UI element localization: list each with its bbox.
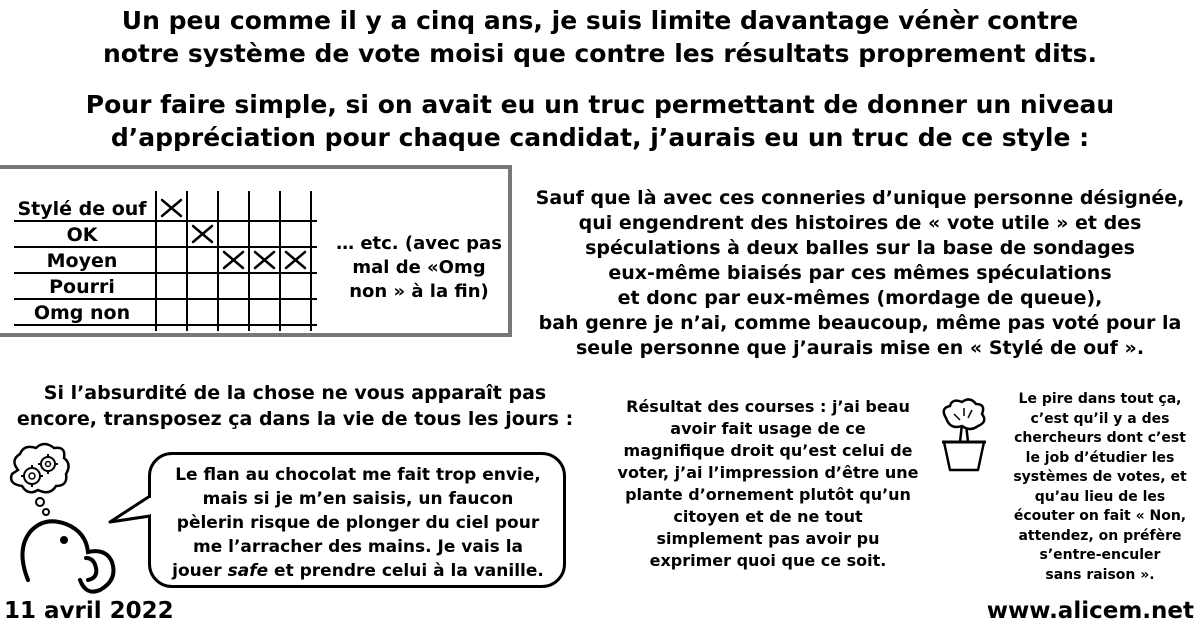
paragraph-line: et donc par eux-mêmes (mordage de queue), — [617, 287, 1103, 309]
paragraph-line: voter, j’ai l’impression d’être une — [617, 463, 919, 482]
explanation-heading-line: Pour faire simple, si on avait eu un truc permettant de donner un niveau — [85, 90, 1115, 119]
paragraph-line: chercheurs dont c’est — [1014, 430, 1186, 446]
ballot-note — [330, 232, 508, 304]
ballot-row-label: Pourri — [49, 276, 115, 298]
ballot-note-line: mal de «Omg — [352, 257, 486, 278]
ballot-mark-x — [255, 252, 274, 268]
paragraph-line: attendez, on préfère — [1018, 527, 1182, 544]
paragraph-line: s’entre-enculer — [1039, 547, 1161, 563]
paragraph-line: qui engendrent des histoires de « vote utile » et des — [578, 212, 1142, 234]
researchers-note — [1003, 390, 1197, 585]
ballot-mark-x — [224, 252, 243, 268]
speech-bubble-text — [163, 463, 553, 583]
paragraph-line: plante d’ornement plutôt qu’un — [625, 485, 911, 504]
intro-heading-line: notre système de vote moisi que contre les résultats proprement dits. — [102, 39, 1098, 68]
ballot-row-label: Omg non — [33, 302, 131, 324]
paragraph-line: Résultat des courses : j’ai beau — [626, 397, 910, 416]
speech-line: Le flan au chocolat me fait trop envie, — [175, 465, 541, 485]
ballot-note-line: … etc. (avec pas — [336, 233, 502, 254]
intro-heading-line: Un peu comme il y a cinq ans, je suis limite davantage vénèr contre — [121, 6, 1079, 35]
absurdity-intro-line: encore, transposez ça dans la vie de tous les jours : — [16, 408, 574, 430]
paragraph-line: le job d’étudier les — [1025, 449, 1175, 466]
absurdity-intro-line: Si l’absurdité de la chose ne vous apparaît pas — [43, 382, 547, 404]
paragraph-line: systèmes de votes, et — [1013, 469, 1187, 485]
website-link[interactable]: www.alicem.net — [986, 598, 1194, 624]
paragraph-line: seule personne que j’aurais mise en « Stylé de ouf ». — [575, 337, 1145, 359]
ballot-row-label: Moyen — [46, 250, 118, 272]
intro-heading — [0, 4, 1200, 70]
speech-line-part: jouer — [172, 561, 228, 581]
speech-line: mais si je m’en saisis, un faucon — [202, 489, 514, 509]
speech-line-part: et prendre celui à la vanille. — [268, 561, 544, 581]
paragraph-line: sans raison ». — [1045, 566, 1155, 583]
explanation-heading-line: d’appréciation pour chaque candidat, j’aurais eu un truc de ce style : — [110, 123, 1090, 152]
ballot-mark-x — [193, 226, 212, 242]
paragraph-line: magnifique droit qu’est celui de — [623, 441, 913, 460]
ballot-row-label: OK — [66, 224, 98, 246]
paragraph-line: citoyen et de ne tout — [673, 507, 863, 526]
ballot-mark-x — [286, 252, 305, 268]
paragraph-line: écouter on fait « Non, — [1013, 508, 1187, 524]
paragraph-line: Sauf que là avec ces conneries d’unique personne désignée, — [535, 187, 1185, 209]
paragraph-line: avoir fait usage de ce — [670, 419, 866, 438]
explanation-heading — [0, 88, 1200, 154]
paragraph-line: spéculations à deux balles sur la base de sondages — [585, 237, 1135, 259]
paragraph-line: simplement pas avoir pu — [656, 529, 880, 548]
paragraph-line: eux-même biaisés par ces mêmes spéculations — [608, 262, 1112, 284]
speech-line: me l’arracher des mains. Je vais la — [192, 537, 523, 557]
ballot-note-line: non » à la fin) — [349, 281, 489, 302]
paragraph-line: Le pire dans tout ça, — [1018, 391, 1182, 407]
potted-plant-icon — [936, 396, 996, 476]
paragraph-line: qu’au lieu de les — [1034, 488, 1166, 505]
ballot-mark-x — [162, 200, 181, 216]
publication-date: 11 avril 2022 — [4, 598, 174, 624]
absurdity-intro — [15, 380, 575, 432]
speech-line — [163, 559, 553, 583]
paragraph-line: bah genre je n’ai, comme beaucoup, même pas voté pour la — [538, 312, 1182, 334]
paragraph-line: exprimer quoi que ce soit. — [649, 551, 887, 570]
voting-critique-paragraph — [535, 186, 1185, 361]
speech-line: pèlerin risque de plonger du ciel pour — [176, 513, 540, 533]
ballot-row-label: Stylé de ouf — [17, 198, 147, 220]
result-paragraph — [608, 396, 928, 572]
speech-bubble-tail — [108, 492, 156, 532]
speech-emphasis: safe — [227, 561, 269, 581]
paragraph-line: c’est qu’il y a des — [1030, 410, 1170, 427]
